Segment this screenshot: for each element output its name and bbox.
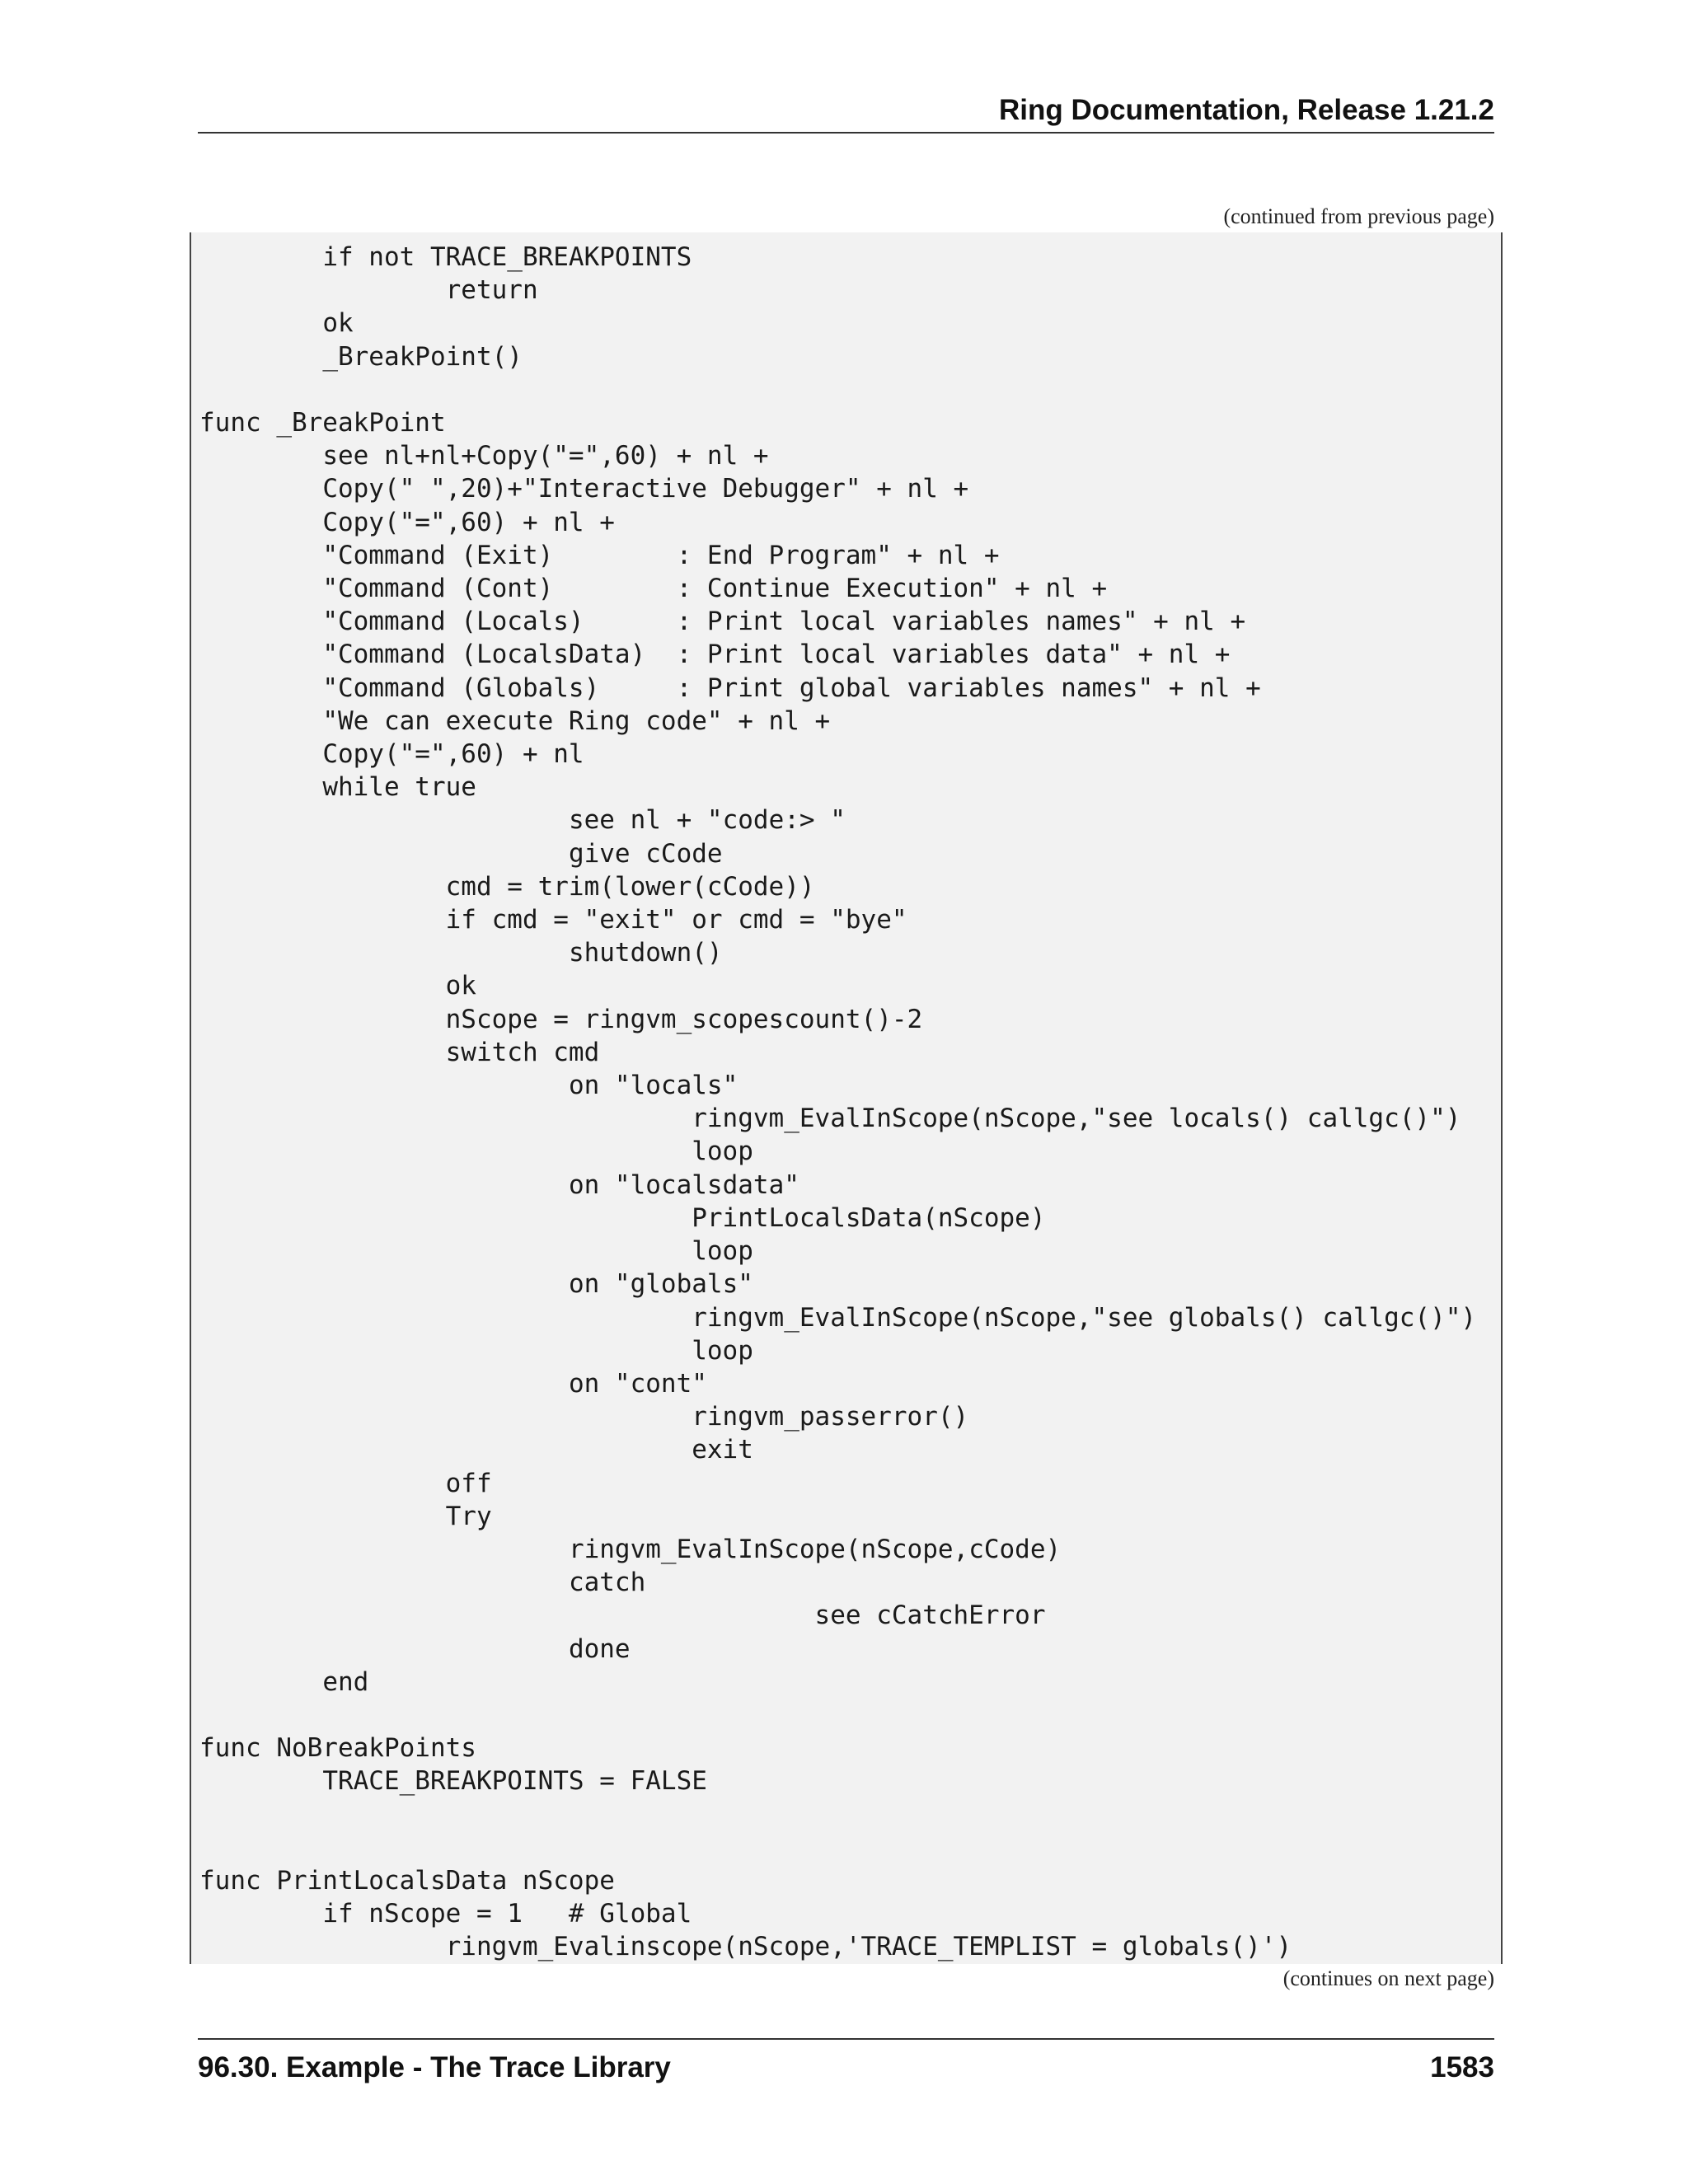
section-title: 96.30. Example - The Trace Library <box>198 2051 671 2083</box>
code-block <box>190 232 1503 1964</box>
page-header <box>198 92 1494 134</box>
continued-from-note: (continued from previous page) <box>1223 204 1494 228</box>
document-title: Ring Documentation, Release 1.21.2 <box>998 94 1494 126</box>
continues-on-note: (continues on next page) <box>1282 1966 1494 1990</box>
code-listing: if not TRACE_BREAKPOINTS return ok _BreakPoint() func _BreakPoint see nl+nl+Copy("=",60) + nl + Copy(" ",20)+"Interactive Debugger" + nl + Copy("=",60) + nl + "Command (Exit) : End Program" + nl + "Command (Cont) : Continue Execution" + nl + "Command (Locals) : Print local variables names" + nl + "Command (LocalsData) : Print local variables data" + nl + "Command (Globals) : Print global variables names" + nl + "We can execute Ring code" + nl + Copy("=",60) + nl while true see nl + "code:> " give cCode cmd = trim(lower(cCode)) if cmd = "exit" or cmd = "bye" shutdown() ok nScope = ringvm_scopescount()-2 switch cmd on "locals" ringvm_EvalInScope(nScope,"see locals() callgc()") loop on "localsdata" PrintLocalsData(nScope) loop on "globals" ringvm_EvalInScope(nScope,"see globals() callgc()") loop on "cont" ringvm_passerror() exit off Try ringvm_EvalInScope(nScope,cCode) catch see cCatchError done end func NoBreakPoints TRACE_BREAKPOINTS = FALSE func PrintLocalsData nScope if nScope = 1 # Global ringvm_Evalinscope(nScope,'TRACE_TEMPLIST = globals()') <box>199 242 1477 1962</box>
page-number: 1583 <box>1430 2051 1494 2083</box>
page-footer <box>198 2038 1494 2089</box>
